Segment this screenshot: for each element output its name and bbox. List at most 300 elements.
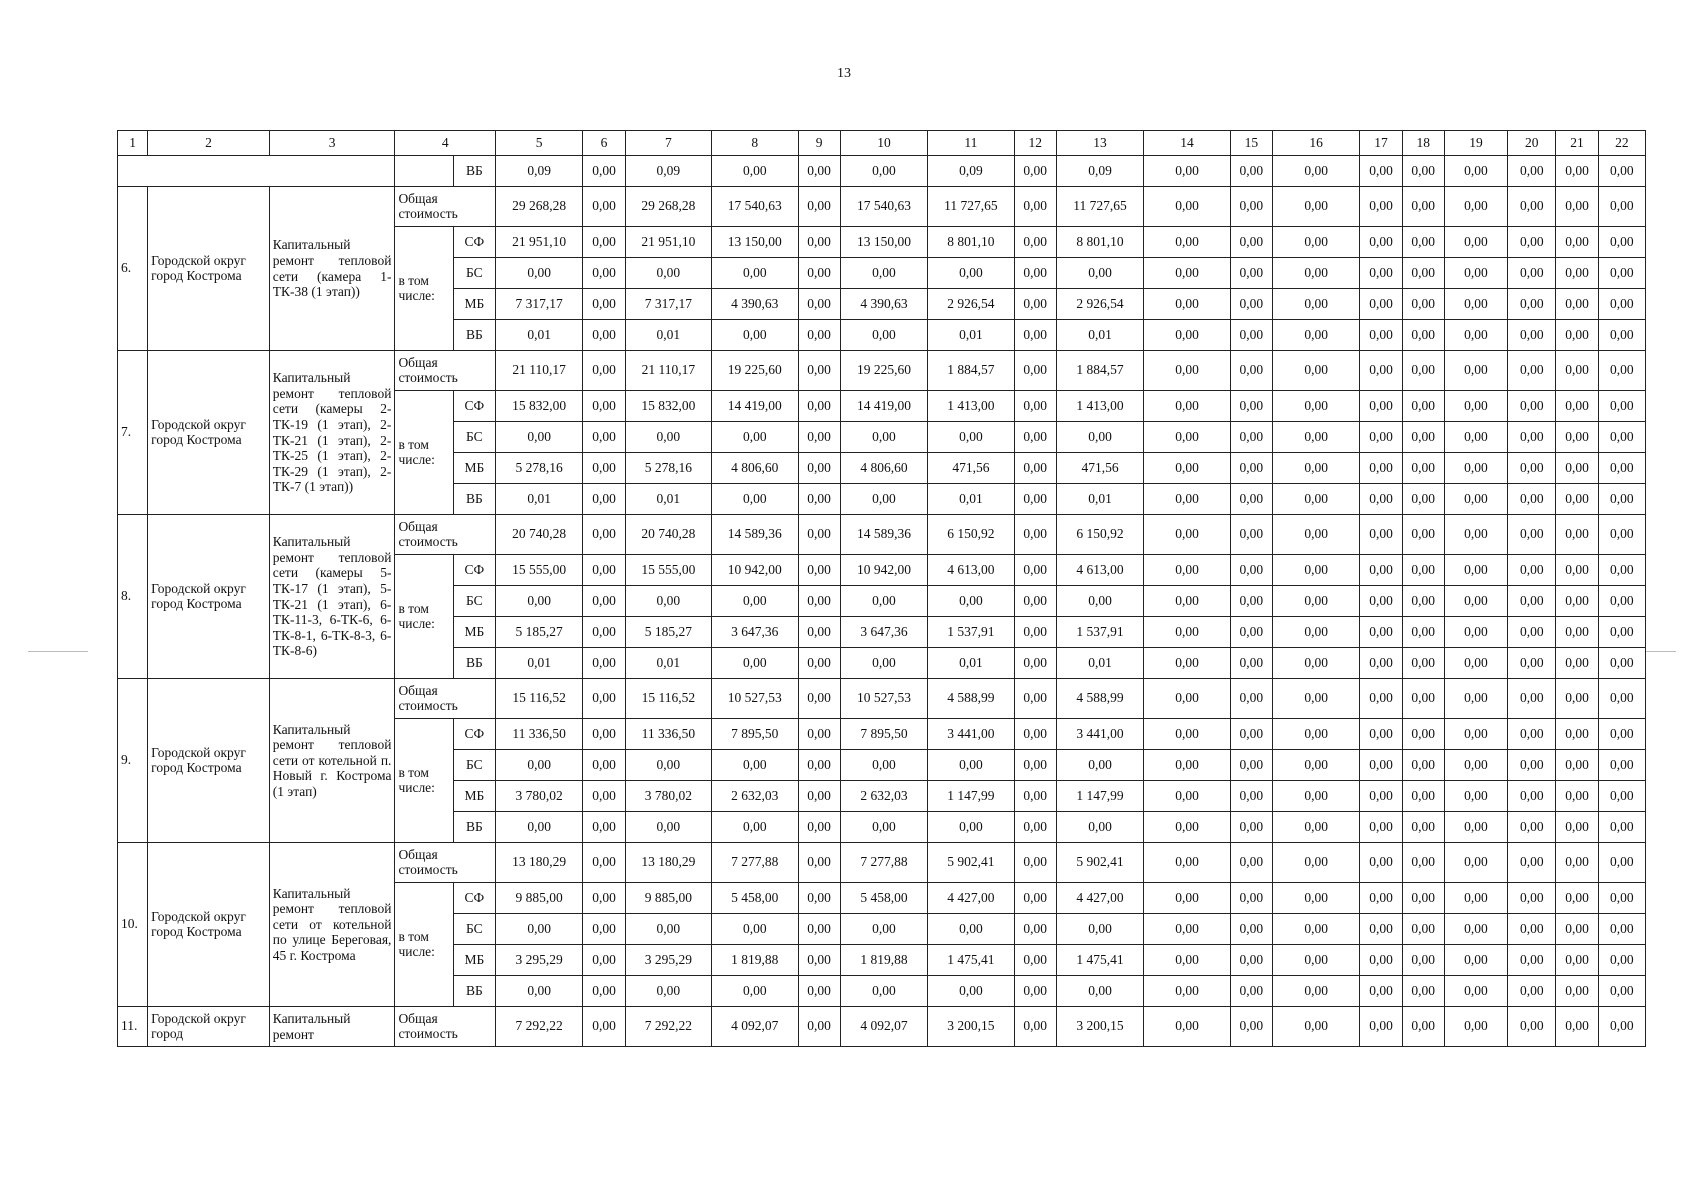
value-cell: 0,00 <box>1360 648 1402 679</box>
value-cell: 0,00 <box>495 750 582 781</box>
value-cell: 2 926,54 <box>1056 289 1143 320</box>
value-cell: 0,00 <box>1360 351 1402 391</box>
row-label: МБ <box>453 289 495 320</box>
value-cell: 0,00 <box>1508 555 1556 586</box>
value-cell: 0,00 <box>583 258 625 289</box>
column-header: 18 <box>1402 131 1444 156</box>
value-cell: 7 292,22 <box>625 1007 711 1047</box>
value-cell: 0,00 <box>1014 187 1056 227</box>
value-cell: 0,00 <box>1272 227 1359 258</box>
value-cell: 14 589,36 <box>840 515 927 555</box>
value-cell: 0,00 <box>1014 515 1056 555</box>
value-cell: 0,00 <box>583 719 625 750</box>
total-cost-label: Общая стоимость <box>395 679 496 719</box>
value-cell: 0,00 <box>798 945 840 976</box>
value-cell: 471,56 <box>1056 453 1143 484</box>
value-cell: 8 801,10 <box>1056 227 1143 258</box>
value-cell: 0,00 <box>1272 453 1359 484</box>
value-cell: 0,00 <box>1556 422 1598 453</box>
value-cell: 0,00 <box>1402 515 1444 555</box>
value-cell: 0,00 <box>1230 187 1272 227</box>
value-cell: 0,00 <box>1360 391 1402 422</box>
value-cell: 13 180,29 <box>625 843 711 883</box>
value-cell: 0,00 <box>1598 914 1645 945</box>
row-number: 7. <box>118 351 148 515</box>
value-cell: 0,00 <box>1360 843 1402 883</box>
value-cell: 3 780,02 <box>625 781 711 812</box>
value-cell: 0,00 <box>1556 883 1598 914</box>
value-cell: 0,00 <box>1272 679 1359 719</box>
value-cell: 0,00 <box>495 258 582 289</box>
value-cell: 0,00 <box>1508 515 1556 555</box>
column-header: 1 <box>118 131 148 156</box>
value-cell: 0,00 <box>1444 750 1507 781</box>
value-cell: 0,00 <box>1444 945 1507 976</box>
including-label: в том числе: <box>395 391 453 515</box>
row-number: 10. <box>118 843 148 1007</box>
value-cell: 0,00 <box>1556 750 1598 781</box>
value-cell: 5 902,41 <box>1056 843 1143 883</box>
value-cell: 0,00 <box>1144 351 1230 391</box>
row-label: ВБ <box>453 484 495 515</box>
table-row <box>118 1007 1646 1047</box>
value-cell: 0,00 <box>495 914 582 945</box>
table-row <box>118 187 1646 227</box>
value-cell: 10 942,00 <box>840 555 927 586</box>
value-cell: 0,00 <box>1444 391 1507 422</box>
value-cell: 0,00 <box>1144 289 1230 320</box>
row-label: МБ <box>453 945 495 976</box>
value-cell: 0,00 <box>1508 391 1556 422</box>
value-cell: 0,00 <box>1598 976 1645 1007</box>
value-cell: 0,00 <box>1402 391 1444 422</box>
value-cell: 1 147,99 <box>1056 781 1143 812</box>
value-cell: 0,00 <box>1014 883 1056 914</box>
value-cell: 0,00 <box>1144 781 1230 812</box>
value-cell: 0,00 <box>798 156 840 187</box>
value-cell: 0,01 <box>495 320 582 351</box>
value-cell: 0,00 <box>1556 320 1598 351</box>
value-cell: 3 647,36 <box>840 617 927 648</box>
value-cell: 7 292,22 <box>495 1007 582 1047</box>
row-label: БС <box>453 258 495 289</box>
value-cell: 0,00 <box>1014 484 1056 515</box>
value-cell: 0,09 <box>928 156 1014 187</box>
value-cell: 0,00 <box>1230 320 1272 351</box>
column-header: 6 <box>583 131 625 156</box>
value-cell: 0,00 <box>1360 320 1402 351</box>
value-cell: 0,00 <box>1508 617 1556 648</box>
value-cell: 0,00 <box>1402 976 1444 1007</box>
row-label: СФ <box>453 719 495 750</box>
value-cell: 0,00 <box>798 1007 840 1047</box>
value-cell: 4 427,00 <box>1056 883 1143 914</box>
value-cell: 0,00 <box>1230 648 1272 679</box>
value-cell: 0,00 <box>1272 648 1359 679</box>
value-cell: 9 885,00 <box>625 883 711 914</box>
value-cell: 0,00 <box>1144 258 1230 289</box>
project-description: Капитальный ремонт тепловой сети (камера 1-ТК-38 (1 этап)) <box>269 187 395 351</box>
value-cell: 0,00 <box>1144 883 1230 914</box>
value-cell: 0,00 <box>1508 1007 1556 1047</box>
column-header: 13 <box>1056 131 1143 156</box>
value-cell: 0,00 <box>1556 156 1598 187</box>
project-description: Капитальный ремонт тепловой сети (камеры 2-ТК-19 (1 этап), 2-ТК-21 (1 этап), 2-ТК-25 (1 этап), 2-ТК-29 (1 этап), 2-ТК-7 (1 этап)) <box>269 351 395 515</box>
row-number: 8. <box>118 515 148 679</box>
table-row <box>118 351 1646 391</box>
value-cell: 0,00 <box>625 258 711 289</box>
value-cell: 4 427,00 <box>928 883 1014 914</box>
value-cell: 3 441,00 <box>928 719 1014 750</box>
value-cell: 0,00 <box>1144 586 1230 617</box>
value-cell: 0,00 <box>1444 351 1507 391</box>
carryover-blank <box>395 156 453 187</box>
value-cell: 0,00 <box>583 422 625 453</box>
column-header: 19 <box>1444 131 1507 156</box>
value-cell: 0,00 <box>798 719 840 750</box>
value-cell: 0,00 <box>1144 484 1230 515</box>
value-cell: 0,00 <box>1508 320 1556 351</box>
value-cell: 10 942,00 <box>712 555 798 586</box>
value-cell: 0,00 <box>1598 750 1645 781</box>
value-cell: 0,09 <box>495 156 582 187</box>
value-cell: 0,00 <box>1402 945 1444 976</box>
value-cell: 0,01 <box>625 648 711 679</box>
value-cell: 0,00 <box>1598 289 1645 320</box>
value-cell: 0,00 <box>1272 515 1359 555</box>
value-cell: 0,00 <box>1508 945 1556 976</box>
row-label: ВБ <box>453 976 495 1007</box>
column-header: 2 <box>148 131 270 156</box>
value-cell: 1 884,57 <box>1056 351 1143 391</box>
value-cell: 0,00 <box>1598 843 1645 883</box>
value-cell: 3 200,15 <box>1056 1007 1143 1047</box>
value-cell: 0,00 <box>1056 812 1143 843</box>
row-label: ВБ <box>453 156 495 187</box>
value-cell: 0,00 <box>1402 289 1444 320</box>
municipality: Городской округ город Кострома <box>148 187 270 351</box>
value-cell: 0,00 <box>1144 914 1230 945</box>
value-cell: 0,00 <box>1402 719 1444 750</box>
value-cell: 0,00 <box>1508 648 1556 679</box>
value-cell: 0,00 <box>625 750 711 781</box>
value-cell: 0,00 <box>583 351 625 391</box>
value-cell: 0,00 <box>1402 320 1444 351</box>
value-cell: 0,00 <box>1230 812 1272 843</box>
project-description: Капитальный ремонт тепловой сети (камеры 5-ТК-17 (1 этап), 5-ТК-21 (1 этап), 6-ТК-11-3, 6-ТК-6, 6-ТК-8-1, 6-ТК-8-3, 6-ТК-8-6) <box>269 515 395 679</box>
value-cell: 0,00 <box>1230 289 1272 320</box>
value-cell: 15 832,00 <box>625 391 711 422</box>
value-cell: 0,00 <box>712 976 798 1007</box>
value-cell: 0,00 <box>1508 586 1556 617</box>
value-cell: 0,00 <box>1598 453 1645 484</box>
value-cell: 0,00 <box>840 812 927 843</box>
value-cell: 29 268,28 <box>495 187 582 227</box>
total-cost-label: Общая стоимость <box>395 351 496 391</box>
value-cell: 0,00 <box>1444 422 1507 453</box>
value-cell: 0,00 <box>1508 750 1556 781</box>
value-cell: 0,00 <box>1402 484 1444 515</box>
value-cell: 0,00 <box>625 914 711 945</box>
value-cell: 0,00 <box>1360 976 1402 1007</box>
value-cell: 0,00 <box>1598 156 1645 187</box>
value-cell: 0,00 <box>1444 648 1507 679</box>
value-cell: 0,00 <box>1014 1007 1056 1047</box>
value-cell: 0,01 <box>495 484 582 515</box>
value-cell: 0,00 <box>1272 422 1359 453</box>
value-cell: 10 527,53 <box>840 679 927 719</box>
value-cell: 0,00 <box>1402 187 1444 227</box>
value-cell: 0,00 <box>1144 945 1230 976</box>
value-cell: 0,00 <box>1230 227 1272 258</box>
value-cell: 17 540,63 <box>712 187 798 227</box>
value-cell: 0,00 <box>1598 391 1645 422</box>
value-cell: 0,00 <box>1598 258 1645 289</box>
row-label: СФ <box>453 555 495 586</box>
value-cell: 0,00 <box>1230 156 1272 187</box>
value-cell: 0,00 <box>712 648 798 679</box>
value-cell: 0,00 <box>1272 914 1359 945</box>
value-cell: 0,00 <box>583 1007 625 1047</box>
value-cell: 0,01 <box>495 648 582 679</box>
value-cell: 0,00 <box>928 812 1014 843</box>
value-cell: 0,00 <box>1272 945 1359 976</box>
row-label: БС <box>453 750 495 781</box>
value-cell: 0,00 <box>1272 258 1359 289</box>
value-cell: 0,00 <box>1444 586 1507 617</box>
including-label: в том числе: <box>395 883 453 1007</box>
value-cell: 0,00 <box>1014 812 1056 843</box>
value-cell: 21 951,10 <box>495 227 582 258</box>
value-cell: 0,00 <box>1056 750 1143 781</box>
value-cell: 15 116,52 <box>495 679 582 719</box>
value-cell: 0,00 <box>712 750 798 781</box>
value-cell: 0,00 <box>1144 679 1230 719</box>
value-cell: 0,00 <box>1144 812 1230 843</box>
including-label: в том числе: <box>395 555 453 679</box>
municipality: Городской округ город Кострома <box>148 679 270 843</box>
value-cell: 0,00 <box>1360 750 1402 781</box>
value-cell: 0,00 <box>583 750 625 781</box>
value-cell: 0,00 <box>1014 586 1056 617</box>
row-label: БС <box>453 422 495 453</box>
value-cell: 0,00 <box>625 422 711 453</box>
including-label: в том числе: <box>395 227 453 351</box>
value-cell: 0,01 <box>625 484 711 515</box>
including-label: в том числе: <box>395 719 453 843</box>
value-cell: 15 832,00 <box>495 391 582 422</box>
value-cell: 0,00 <box>1144 391 1230 422</box>
value-cell: 0,00 <box>1598 617 1645 648</box>
value-cell: 0,00 <box>583 914 625 945</box>
value-cell: 0,00 <box>1556 555 1598 586</box>
value-cell: 3 200,15 <box>928 1007 1014 1047</box>
row-label: ВБ <box>453 812 495 843</box>
value-cell: 0,00 <box>1056 914 1143 945</box>
value-cell: 0,00 <box>1014 781 1056 812</box>
value-cell: 0,00 <box>1272 555 1359 586</box>
value-cell: 0,00 <box>1144 515 1230 555</box>
value-cell: 1 475,41 <box>928 945 1014 976</box>
value-cell: 2 632,03 <box>712 781 798 812</box>
value-cell: 1 475,41 <box>1056 945 1143 976</box>
value-cell: 0,00 <box>840 258 927 289</box>
value-cell: 0,00 <box>1444 976 1507 1007</box>
value-cell: 4 613,00 <box>1056 555 1143 586</box>
budget-table <box>117 130 1646 1047</box>
value-cell: 0,00 <box>1144 320 1230 351</box>
value-cell: 0,00 <box>1598 945 1645 976</box>
value-cell: 0,00 <box>798 422 840 453</box>
value-cell: 0,00 <box>1402 750 1444 781</box>
value-cell: 0,00 <box>1598 555 1645 586</box>
value-cell: 0,00 <box>1014 320 1056 351</box>
value-cell: 5 458,00 <box>712 883 798 914</box>
value-cell: 20 740,28 <box>495 515 582 555</box>
value-cell: 0,00 <box>1556 976 1598 1007</box>
value-cell: 0,00 <box>1402 648 1444 679</box>
value-cell: 0,00 <box>1144 843 1230 883</box>
value-cell: 15 555,00 <box>625 555 711 586</box>
value-cell: 0,00 <box>1444 156 1507 187</box>
value-cell: 0,00 <box>1598 679 1645 719</box>
value-cell: 0,00 <box>1272 812 1359 843</box>
row-label: БС <box>453 586 495 617</box>
value-cell: 0,00 <box>1508 843 1556 883</box>
value-cell: 5 278,16 <box>495 453 582 484</box>
value-cell: 0,00 <box>1272 586 1359 617</box>
value-cell: 0,00 <box>1556 719 1598 750</box>
row-label: МБ <box>453 617 495 648</box>
value-cell: 0,00 <box>798 453 840 484</box>
value-cell: 0,00 <box>495 586 582 617</box>
value-cell: 0,00 <box>1230 453 1272 484</box>
value-cell: 0,00 <box>1360 289 1402 320</box>
value-cell: 0,00 <box>1508 781 1556 812</box>
value-cell: 0,00 <box>1144 648 1230 679</box>
value-cell: 0,00 <box>1014 391 1056 422</box>
value-cell: 0,00 <box>840 422 927 453</box>
value-cell: 1 884,57 <box>928 351 1014 391</box>
value-cell: 0,01 <box>928 648 1014 679</box>
value-cell: 4 588,99 <box>1056 679 1143 719</box>
value-cell: 0,01 <box>1056 484 1143 515</box>
page-number: 13 <box>837 66 851 81</box>
value-cell: 0,00 <box>1360 227 1402 258</box>
value-cell: 0,00 <box>1556 914 1598 945</box>
value-cell: 7 895,50 <box>712 719 798 750</box>
value-cell: 0,00 <box>1444 258 1507 289</box>
value-cell: 7 317,17 <box>625 289 711 320</box>
value-cell: 0,00 <box>1556 391 1598 422</box>
value-cell: 0,00 <box>1402 453 1444 484</box>
value-cell: 0,00 <box>1014 227 1056 258</box>
value-cell: 0,00 <box>1598 515 1645 555</box>
value-cell: 0,00 <box>583 484 625 515</box>
value-cell: 0,00 <box>1402 883 1444 914</box>
value-cell: 0,00 <box>583 289 625 320</box>
value-cell: 14 589,36 <box>712 515 798 555</box>
municipality: Городской округ город Кострома <box>148 351 270 515</box>
value-cell: 0,00 <box>1508 484 1556 515</box>
value-cell: 0,00 <box>1230 586 1272 617</box>
value-cell: 0,00 <box>1360 187 1402 227</box>
value-cell: 0,00 <box>1272 1007 1359 1047</box>
value-cell: 0,00 <box>712 586 798 617</box>
value-cell: 0,00 <box>840 484 927 515</box>
value-cell: 0,00 <box>798 914 840 945</box>
value-cell: 1 147,99 <box>928 781 1014 812</box>
value-cell: 0,00 <box>1508 156 1556 187</box>
value-cell: 3 441,00 <box>1056 719 1143 750</box>
value-cell: 15 555,00 <box>495 555 582 586</box>
value-cell: 0,00 <box>840 750 927 781</box>
column-header: 7 <box>625 131 711 156</box>
value-cell: 0,00 <box>1556 351 1598 391</box>
value-cell: 0,00 <box>583 187 625 227</box>
total-cost-label: Общая стоимость <box>395 843 496 883</box>
value-cell: 0,00 <box>840 156 927 187</box>
value-cell: 0,00 <box>1360 453 1402 484</box>
municipality: Городской округ город Кострома <box>148 515 270 679</box>
value-cell: 0,00 <box>798 843 840 883</box>
value-cell: 0,00 <box>583 156 625 187</box>
value-cell: 0,01 <box>625 320 711 351</box>
value-cell: 0,00 <box>1556 586 1598 617</box>
value-cell: 0,00 <box>1360 812 1402 843</box>
value-cell: 0,00 <box>1230 750 1272 781</box>
value-cell: 0,00 <box>1598 812 1645 843</box>
value-cell: 0,00 <box>1556 453 1598 484</box>
value-cell: 0,00 <box>1230 914 1272 945</box>
value-cell: 0,00 <box>840 320 927 351</box>
value-cell: 0,00 <box>1444 289 1507 320</box>
value-cell: 0,00 <box>840 914 927 945</box>
value-cell: 0,00 <box>1508 883 1556 914</box>
carryover-row <box>118 156 1646 187</box>
value-cell: 0,00 <box>1556 187 1598 227</box>
value-cell: 0,00 <box>1598 1007 1645 1047</box>
value-cell: 0,00 <box>1556 843 1598 883</box>
value-cell: 0,00 <box>583 781 625 812</box>
value-cell: 0,00 <box>1402 843 1444 883</box>
value-cell: 1 413,00 <box>928 391 1014 422</box>
row-label: ВБ <box>453 320 495 351</box>
value-cell: 0,00 <box>1444 453 1507 484</box>
value-cell: 0,00 <box>798 883 840 914</box>
value-cell: 0,00 <box>1230 1007 1272 1047</box>
value-cell: 1 413,00 <box>1056 391 1143 422</box>
value-cell: 0,00 <box>840 976 927 1007</box>
value-cell: 0,00 <box>1056 976 1143 1007</box>
value-cell: 0,00 <box>583 555 625 586</box>
table-row <box>118 515 1646 555</box>
value-cell: 0,00 <box>1014 258 1056 289</box>
value-cell: 6 150,92 <box>928 515 1014 555</box>
value-cell: 0,00 <box>1556 484 1598 515</box>
value-cell: 1 537,91 <box>1056 617 1143 648</box>
value-cell: 0,00 <box>625 812 711 843</box>
value-cell: 0,00 <box>1402 617 1444 648</box>
value-cell: 0,00 <box>1056 422 1143 453</box>
value-cell: 0,01 <box>928 320 1014 351</box>
value-cell: 0,00 <box>1402 679 1444 719</box>
value-cell: 0,01 <box>1056 320 1143 351</box>
value-cell: 0,00 <box>1598 648 1645 679</box>
value-cell: 0,00 <box>1360 484 1402 515</box>
value-cell: 0,00 <box>1144 187 1230 227</box>
value-cell: 0,00 <box>1230 351 1272 391</box>
